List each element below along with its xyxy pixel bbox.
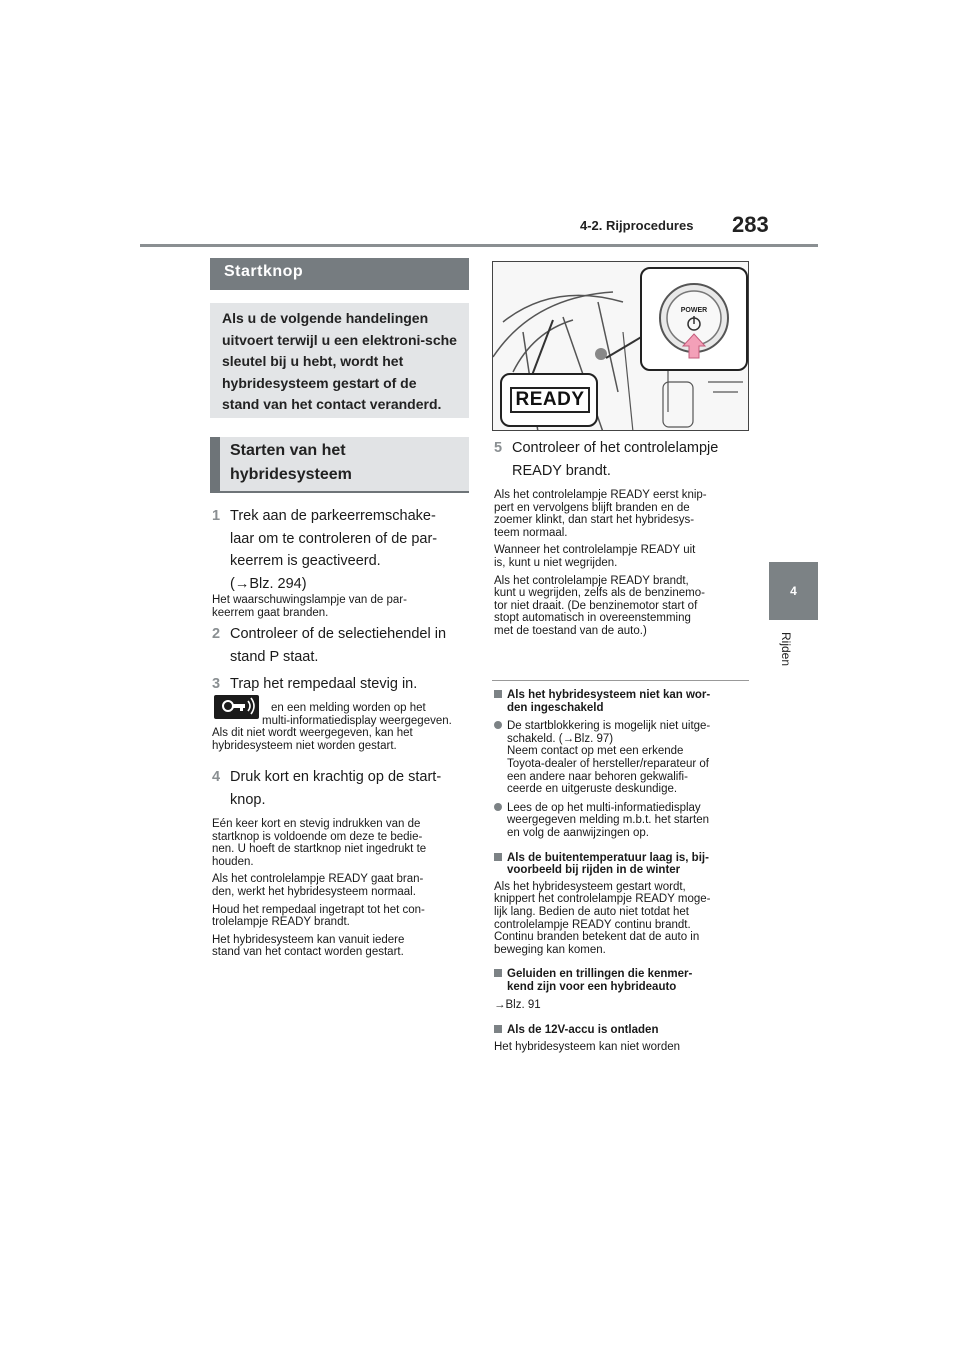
notes-divider bbox=[492, 680, 749, 681]
heading-text: Als de buitentemperatuur laag is, bij- bbox=[507, 851, 709, 864]
note-line: weergegeven melding m.b.t. het starten bbox=[507, 814, 710, 827]
note-line: houden. bbox=[212, 855, 254, 868]
step-5-number: 5 bbox=[494, 440, 503, 456]
note-line: Eén keer kort en stevig indrukken van de bbox=[212, 818, 421, 830]
step-3-note bbox=[212, 702, 472, 752]
heading-text: den ingeschakeld bbox=[507, 701, 604, 714]
step-3 bbox=[212, 673, 472, 696]
chapter-tab bbox=[769, 562, 818, 620]
step-1-text-3: keerrem is geactiveerd. bbox=[230, 553, 381, 569]
note-line: Als het controlelampje READY gaat bran- bbox=[212, 873, 424, 886]
note-line: beweging kan komen. bbox=[494, 943, 606, 956]
running-header-section: 4-2. Rijprocedures bbox=[580, 218, 694, 233]
square-bullet-icon bbox=[494, 969, 502, 977]
subsection-title-line2: hybridesysteem bbox=[230, 466, 352, 483]
note-line: startknop is voldoende om deze te bedie- bbox=[212, 830, 423, 843]
power-button-label: POWER bbox=[680, 307, 708, 314]
step-5-notes bbox=[494, 489, 754, 638]
note-line: Het waarschuwingslampje van de par- bbox=[212, 594, 407, 606]
step-4-notes bbox=[212, 818, 472, 959]
note-line: Lees de op het multi-informatiedisplay bbox=[507, 801, 701, 814]
note-line: pert en vervolgens blijft branden en de bbox=[494, 501, 690, 514]
step-3-number: 3 bbox=[212, 676, 221, 692]
square-bullet-icon bbox=[494, 1025, 502, 1033]
note-line: De startblokkering is mogelijk niet uitge- bbox=[507, 720, 711, 733]
page-ref: →Blz. 91 bbox=[494, 999, 541, 1012]
round-bullet-icon bbox=[494, 721, 502, 729]
heading-text: Als de 12V-accu is ontladen bbox=[507, 1024, 659, 1037]
step-4-text: Druk kort en krachtig op de start- bbox=[230, 769, 442, 785]
note-line: Het hybridesysteem kan vanuit iedere bbox=[212, 933, 405, 946]
section-intro: Als u de volgende handelingen uitvoert terwijl u een elektroni-sche sleutel bij u hebt, wordt het hybridesysteem gestart of de stand van het contact veranderd. bbox=[210, 303, 469, 418]
note-line: Continu branden betekent dat de auto in bbox=[494, 931, 700, 944]
note-line: met de toestand van de auto.) bbox=[494, 624, 647, 637]
step-4-number: 4 bbox=[212, 769, 221, 785]
note-line: stopt automatisch in overeenstemming bbox=[494, 612, 691, 625]
note-line: een andere naar behoren gekwalifi- bbox=[507, 770, 688, 783]
step-1-text-2: laar om te controleren of de par- bbox=[230, 530, 438, 547]
heading-text: kend zijn voor een hybrideauto bbox=[507, 980, 677, 993]
note-line: multi-informatiedisplay weergegeven. bbox=[262, 714, 452, 727]
note-3-text bbox=[494, 999, 756, 1012]
note-line: Toyota-dealer of hersteller/reparateur of bbox=[507, 757, 709, 770]
heading-text: Geluiden en trillingen die kenmer- bbox=[507, 968, 693, 981]
step-2-number: 2 bbox=[212, 626, 221, 642]
step-1-page-ref: (→Blz. 294) bbox=[230, 575, 307, 592]
dashboard-illustration bbox=[492, 261, 749, 431]
note-line: en een melding worden op het bbox=[271, 702, 426, 714]
note-line: Het hybridesysteem kan niet worden bbox=[494, 1040, 681, 1053]
note-heading-1 bbox=[494, 689, 756, 714]
note-line: is, kunt u niet wegrijden. bbox=[494, 556, 618, 569]
note-line: keerrem gaat branden. bbox=[212, 606, 329, 619]
note-line: Wanneer het controlelampje READY uit bbox=[494, 544, 696, 557]
note-line: den, werkt het hybridesysteem normaal. bbox=[212, 885, 416, 898]
note-line: Houd het rempedaal ingetrapt tot het con- bbox=[212, 903, 425, 916]
page-number: 283 bbox=[732, 212, 769, 237]
step-2-text-2: stand P staat. bbox=[230, 648, 319, 665]
note-line: Als het controlelampje READY brandt, bbox=[494, 574, 689, 587]
note-heading-3 bbox=[494, 968, 756, 993]
note-line: Neem contact op met een erkende bbox=[507, 745, 684, 758]
note-line: schakeld. (→Blz. 97) bbox=[507, 732, 614, 745]
header-rule bbox=[140, 244, 818, 247]
subsection-title-line1: Starten van het bbox=[230, 442, 346, 459]
note-line: ceerde en uitgeruste deskundige. bbox=[507, 783, 678, 796]
note-heading-4 bbox=[494, 1024, 756, 1037]
step-1-note bbox=[212, 594, 407, 619]
note-line: Als het hybridesysteem gestart wordt, bbox=[494, 880, 686, 893]
note-line: hybridesysteem niet worden gestart. bbox=[212, 739, 397, 752]
step-4-text-2: knop. bbox=[230, 791, 266, 808]
square-bullet-icon bbox=[494, 690, 502, 698]
chapter-number: 4 bbox=[790, 584, 797, 598]
step-4 bbox=[212, 766, 472, 811]
note-2-text bbox=[494, 881, 756, 957]
note-line: knippert het controlelampje READY moge- bbox=[494, 893, 711, 906]
chapter-label: Rijden bbox=[779, 632, 793, 667]
note-line: stand van het contact worden gestart. bbox=[212, 946, 404, 959]
heading-text: voorbeeld bij rijden in de winter bbox=[507, 864, 681, 877]
note-line: Als dit niet wordt weergegeven, kan het bbox=[212, 727, 413, 740]
note-line: teem normaal. bbox=[494, 526, 568, 539]
heading-text: Als het hybridesysteem niet kan wor- bbox=[507, 689, 711, 701]
step-2-text: Controleer of de selectiehendel in bbox=[230, 626, 447, 642]
note-line: tor niet draait. (De benzinemotor start of bbox=[494, 599, 698, 612]
note-heading-2 bbox=[494, 852, 756, 877]
note-line: lijk lang. Bedien de auto niet totdat het bbox=[494, 905, 690, 918]
note-line: trolelampje READY brandt. bbox=[212, 916, 350, 929]
step-5 bbox=[494, 437, 754, 482]
note-1-bullet-1 bbox=[494, 720, 756, 796]
note-line: en volg de aanwijzingen op. bbox=[507, 826, 649, 839]
step-1 bbox=[212, 505, 472, 595]
note-line: controlelampje READY continu brandt. bbox=[494, 918, 691, 931]
note-line: kunt u wegrijden, zelfs als de benzinemo- bbox=[494, 587, 705, 600]
step-1-number: 1 bbox=[212, 508, 221, 524]
note-4-text bbox=[494, 1041, 756, 1054]
step-2 bbox=[212, 623, 472, 668]
ready-indicator-label: READY bbox=[515, 389, 585, 410]
step-5-text-2: READY brandt. bbox=[512, 462, 611, 479]
step-1-text: Trek aan de parkeerremschake- bbox=[230, 508, 436, 524]
note-line: Als het controlelampje READY eerst knip- bbox=[494, 489, 707, 501]
note-line: nen. U hoeft de startknop niet ingedrukt te bbox=[212, 843, 427, 856]
section-title: Startknop bbox=[210, 258, 469, 290]
square-bullet-icon bbox=[494, 853, 502, 861]
notes-block bbox=[494, 689, 756, 1053]
step-3-text: Trap het rempedaal stevig in. bbox=[230, 676, 418, 692]
round-bullet-icon bbox=[494, 803, 502, 811]
note-line: zoemer klinkt, dan start het hybridesys- bbox=[494, 514, 695, 527]
step-5-text: Controleer of het controlelampje bbox=[512, 440, 719, 456]
note-1-bullet-2 bbox=[494, 802, 756, 840]
subsection-title bbox=[210, 437, 469, 493]
